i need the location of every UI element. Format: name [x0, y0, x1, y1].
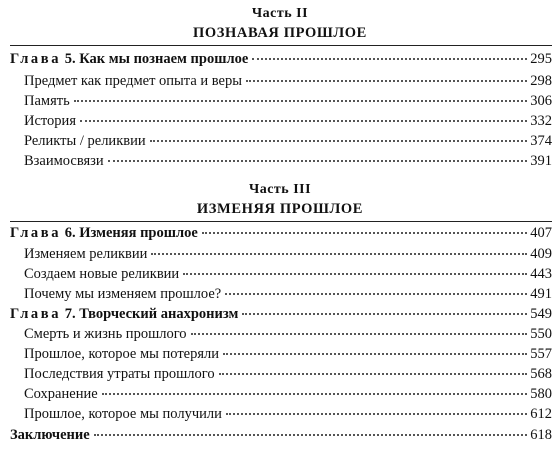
toc-entry[interactable]: [24, 364, 552, 384]
toc-entry[interactable]: [24, 91, 552, 111]
part-2-rule: [10, 45, 552, 46]
leader-dots: [183, 273, 527, 275]
entry-title: Почему мы изменяем прошлое?: [24, 286, 222, 302]
page-number: 306: [530, 93, 552, 109]
leader-dots: [246, 80, 527, 82]
leader-dots: [219, 373, 528, 375]
page-number: 557: [530, 346, 552, 362]
toc-chapter-6[interactable]: [10, 223, 552, 243]
page-number: 443: [530, 266, 552, 282]
part-3-title: ИЗМЕНЯЯ ПРОШЛОЕ: [196, 201, 364, 217]
entry-title: Смерть и жизнь прошлого: [24, 326, 187, 342]
page-number: 612: [530, 406, 552, 422]
entry-title: Память: [24, 93, 70, 109]
part-2-label: Часть II: [251, 6, 309, 21]
toc-chapter-5[interactable]: [10, 49, 552, 69]
toc-chapter-7[interactable]: [10, 304, 552, 324]
entry-title: Прошлое, которое мы получили: [24, 406, 222, 422]
toc-entry[interactable]: [24, 404, 552, 424]
leader-dots: [226, 413, 527, 415]
toc-entry[interactable]: [24, 151, 552, 171]
page-number: 409: [530, 246, 552, 262]
toc-entry[interactable]: [24, 324, 552, 344]
toc-entry[interactable]: [24, 264, 552, 284]
leader-dots: [80, 120, 527, 122]
page-number: 491: [530, 286, 552, 302]
entry-title: Взаимосвязи: [24, 153, 104, 169]
entry-title: Создаем новые реликвии: [24, 266, 180, 282]
page-number: 549: [530, 306, 552, 322]
leader-dots: [108, 160, 528, 162]
chapter-5-heading: Глава 5. Как мы познаем прошлое: [10, 51, 249, 67]
toc-entry[interactable]: [24, 111, 552, 131]
page-number: 580: [530, 386, 552, 402]
page-number: 550: [530, 326, 552, 342]
entry-title: Реликты / реликвии: [24, 133, 146, 149]
page-number: 568: [530, 366, 552, 382]
toc-conclusion[interactable]: [10, 425, 552, 445]
leader-dots: [151, 253, 527, 255]
part-3-label: Часть III: [248, 182, 312, 197]
toc-entry[interactable]: [24, 384, 552, 404]
leader-dots: [223, 353, 527, 355]
entry-title: Последствия утраты прошлого: [24, 366, 215, 382]
toc-entry[interactable]: [24, 244, 552, 264]
part-2-title: ПОЗНАВАЯ ПРОШЛОЕ: [193, 25, 367, 41]
page-number: 332: [530, 113, 552, 129]
toc-entry[interactable]: [24, 71, 552, 91]
leader-dots: [202, 232, 527, 234]
toc-entry[interactable]: [24, 344, 552, 364]
leader-dots: [242, 313, 527, 315]
conclusion-heading: Заключение: [10, 427, 90, 443]
page-number: 374: [530, 133, 552, 149]
entry-title: Предмет как предмет опыта и веры: [24, 73, 242, 89]
leader-dots: [102, 393, 528, 395]
page-number: 298: [530, 73, 552, 89]
entry-title: История: [24, 113, 76, 129]
entry-title: Прошлое, которое мы потеряли: [24, 346, 220, 362]
leader-dots: [74, 100, 528, 102]
leader-dots: [191, 333, 528, 335]
leader-dots: [252, 58, 527, 60]
page-number: 407: [530, 225, 552, 241]
page-number: 295: [530, 51, 552, 67]
entry-title: Сохранение: [24, 386, 98, 402]
chapter-7-heading: Глава 7. Творческий анахронизм: [10, 306, 239, 322]
leader-dots: [150, 140, 528, 142]
toc-entry[interactable]: [24, 284, 552, 304]
leader-dots: [225, 293, 527, 295]
part-3-rule: [10, 221, 552, 222]
toc-entry[interactable]: [24, 131, 552, 151]
page-number: 618: [530, 427, 552, 443]
page-number: 391: [530, 153, 552, 169]
chapter-6-heading: Глава 6. Изменяя прошлое: [10, 225, 198, 241]
leader-dots: [94, 434, 528, 436]
entry-title: Изменяем реликвии: [24, 246, 148, 262]
